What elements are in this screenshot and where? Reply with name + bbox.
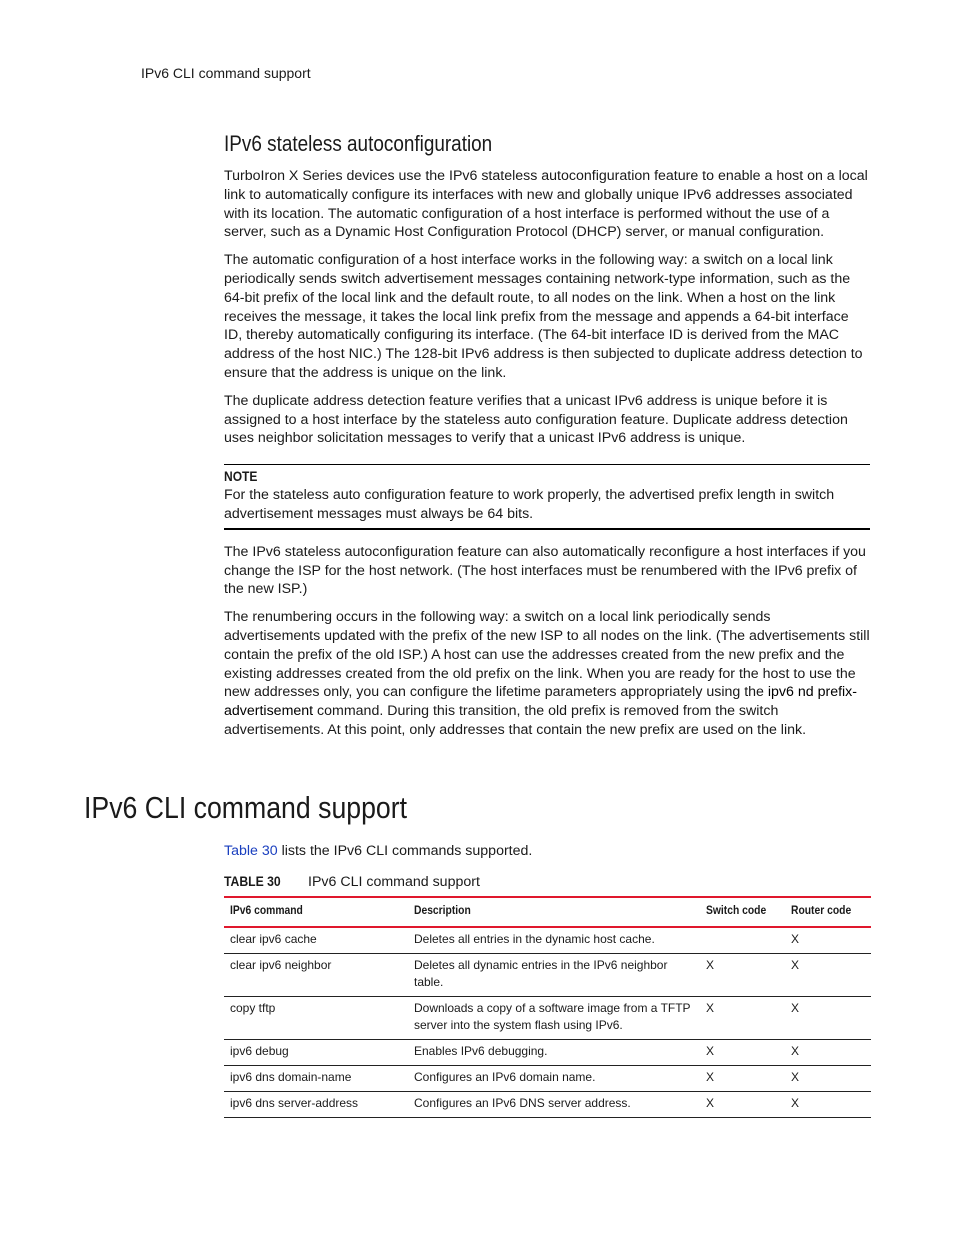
cell-command: ipv6 debug — [224, 1040, 408, 1066]
table-row — [224, 1040, 871, 1066]
note-label: NOTE — [224, 468, 258, 485]
table-intro-text: lists the IPv6 CLI commands supported. — [277, 843, 533, 859]
cell-switch-code: X — [700, 1040, 785, 1066]
note-text: For the stateless auto configuration feature to work properly, the advertised prefix length in switch advertisement messages must always be 64 bits. — [224, 487, 835, 522]
cell-router-code: X — [785, 1092, 871, 1118]
paragraph-duplicate-detection: The duplicate address detection feature verifies that a unicast IPv6 address is unique before it is assigned to a host interface by the stateless auto configuration feature. Duplicate address detection uses neighbor solicitation messages to verify that a unicast IPv6 address is unique. — [224, 392, 848, 447]
command-table-wrapper — [224, 896, 871, 1118]
paragraph-renumbering — [224, 608, 870, 740]
note-box — [224, 464, 870, 530]
table-30-link[interactable]: Table 30 — [224, 843, 278, 859]
cell-command: clear ipv6 cache — [224, 927, 408, 954]
renumbering-text-after: command. During this transition, the old prefix is removed from the switch advertisements. At this point, only addresses that contain the new prefix are used on the link. — [224, 703, 807, 738]
chapter-title: IPv6 CLI command support — [84, 790, 408, 825]
command-ipv6-nd-prefix-advertisement: ipv6 nd prefix-advertisement — [224, 684, 857, 720]
cell-description: Downloads a copy of a software image from a TFTP server into the system flash using IPv6. — [408, 997, 700, 1040]
table-caption — [224, 874, 480, 890]
cell-description: Deletes all dynamic entries in the IPv6 neighbor table. — [408, 954, 700, 997]
cell-command: ipv6 dns domain-name — [224, 1066, 408, 1092]
header-router-code: Router code — [785, 897, 871, 927]
table-caption-text: IPv6 CLI command support — [308, 874, 480, 890]
cell-command: clear ipv6 neighbor — [224, 954, 408, 997]
command-table — [224, 896, 871, 1118]
cell-switch-code: X — [700, 997, 785, 1040]
table-row — [224, 1066, 871, 1092]
cell-description: Deletes all entries in the dynamic host cache. — [408, 927, 700, 954]
section-title: IPv6 stateless autoconfiguration — [224, 131, 493, 156]
header-ipv6-command: IPv6 command — [224, 897, 408, 927]
table-row — [224, 927, 871, 954]
cell-router-code: X — [785, 927, 871, 954]
cell-description: Configures an IPv6 domain name. — [408, 1066, 700, 1092]
cell-router-code: X — [785, 997, 871, 1040]
cell-router-code: X — [785, 1066, 871, 1092]
cell-description: Enables IPv6 debugging. — [408, 1040, 700, 1066]
table-row — [224, 954, 871, 997]
paragraph-reconfigure: The IPv6 stateless autoconfiguration feature can also automatically reconfigure a host interfaces if you change the ISP for the host network. (The host interfaces must be renumbered with the IPv6 prefix of the new ISP.) — [224, 543, 866, 598]
cell-router-code: X — [785, 1040, 871, 1066]
header-switch-code: Switch code — [700, 897, 785, 927]
cell-description: Configures an IPv6 DNS server address. — [408, 1092, 700, 1118]
table-label: TABLE 30 — [224, 874, 281, 890]
table-row — [224, 997, 871, 1040]
cell-command: ipv6 dns server-address — [224, 1092, 408, 1118]
cell-switch-code: X — [700, 1066, 785, 1092]
cell-switch-code: X — [700, 1092, 785, 1118]
header-description: Description — [408, 897, 700, 927]
paragraph-how-it-works: The automatic configuration of a host interface works in the following way: a switch on a local link periodically sends switch advertisement messages containing network-type information, such as the 64-bit prefix of the local link and the default route, to all nodes on the link. When a host on the link receives the message, it takes the local link prefix from the message and appends a 64-bit interface ID, thereby automatically configuring its interface. (The 64-bit interface ID is derived from the MAC address of the host NIC.) The 128-bit IPv6 address is then subjected to duplicate address detection to ensure that the address is unique on the link. — [224, 252, 863, 381]
running-header: IPv6 CLI command support — [141, 65, 311, 81]
cell-command: copy tftp — [224, 997, 408, 1040]
table-intro — [224, 843, 532, 859]
table-row — [224, 1092, 871, 1118]
renumbering-text-before: The renumbering occurs in the following way: a switch on a local link periodically sends advertisements updated with the prefix of the new ISP to all nodes on the link. (The advertisements still contain the prefix of the old ISP.) A host can use the addresses created from the new prefix and the existing addresses created from the old prefix on the link. When you are ready for the host to use the new addresses only, you can configure the lifetime parameters appropriately using the — [224, 609, 870, 701]
section-stateless-autoconfiguration — [224, 131, 870, 749]
cell-switch-code — [700, 927, 785, 954]
table-header-row — [224, 897, 871, 927]
paragraph-intro: TurboIron X Series devices use the IPv6 stateless autoconfiguration feature to enable a host on a local link to automatically configure its interfaces with new and globally unique IPv6 addresses associated with its location. The automatic configuration of a host interface is performed without the use of a server, such as a Dynamic Host Configuration Protocol (DHCP) server, or manual configuration. — [224, 168, 868, 241]
cell-router-code: X — [785, 954, 871, 997]
cell-switch-code: X — [700, 954, 785, 997]
